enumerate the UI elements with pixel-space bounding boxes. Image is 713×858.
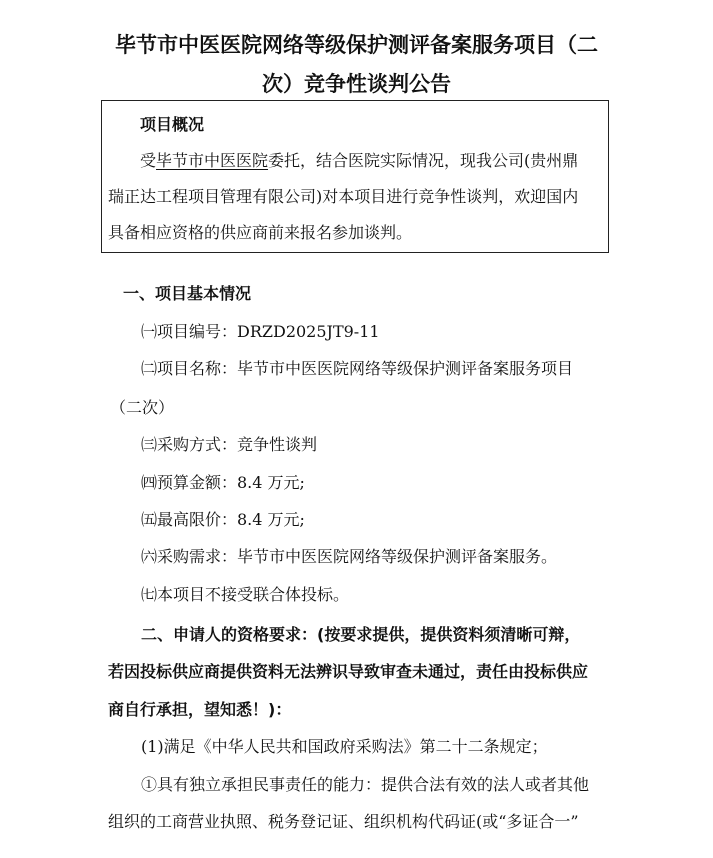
project-overview-box [101, 100, 609, 253]
qualification-item-2-line-2: 组织的工商营业执照、税务登记证、组织机构代码证(或“多证合一” [108, 812, 579, 831]
max-price-item: ㈤最高限价：8.4 万元; [141, 510, 305, 529]
procurement-method-item: ㈢采购方式：竞争性谈判 [141, 435, 318, 454]
qualification-item-2-line-1: ①具有独立承担民事责任的能力：提供合法有效的法人或者其他 [141, 775, 590, 794]
project-name-item: ㈡项目名称：毕节市中医医院网络等级保护测评备案服务项目 [141, 359, 574, 378]
project-name-continued: （二次） [110, 398, 175, 417]
document-title-line-1: 毕节市中医医院网络等级保护测评备案服务项目（二 [115, 33, 598, 57]
qualification-item-1: (1)满足《中华人民共和国政府采购法》第二十二条规定； [141, 737, 548, 756]
project-number-item: ㈠项目编号：DRZD2025JT9-11 [141, 322, 380, 341]
overview-prefix: 受 [140, 151, 157, 170]
section-2-heading-line-2: 若因投标供应商提供资料无法辨识导致审查未通过，责任由投标供应 [108, 662, 589, 681]
client-name: 毕节市中医医院 [156, 151, 269, 170]
document-title-line-2: 次）竞争性谈判公告 [262, 72, 451, 96]
no-consortium-item: ㈦本项目不接受联合体投标。 [141, 585, 350, 604]
overview-paragraph-line-3: 具备相应资格的供应商前来报名参加谈判。 [108, 223, 413, 242]
section-2-heading-line-1: 二、申请人的资格要求：(按要求提供，提供资料须清晰可辩， [141, 625, 581, 644]
section-1-heading: 一、项目基本情况 [123, 284, 252, 303]
overview-heading: 项目概况 [140, 115, 205, 134]
section-2-heading-line-3: 商自行承担，望知悉！)： [108, 700, 292, 719]
overview-paragraph-line-2: 瑞正达工程项目管理有限公司)对本项目进行竞争性谈判，欢迎国内 [108, 187, 579, 206]
overview-line-1-rest: 委托，结合医院实际情况，现我公司(贵州鼎 [268, 151, 579, 170]
procurement-requirement-item: ㈥采购需求：毕节市中医医院网络等级保护测评备案服务。 [141, 547, 558, 566]
budget-amount-item: ㈣预算金额：8.4 万元; [141, 473, 305, 492]
overview-paragraph-line-1 [140, 151, 578, 171]
